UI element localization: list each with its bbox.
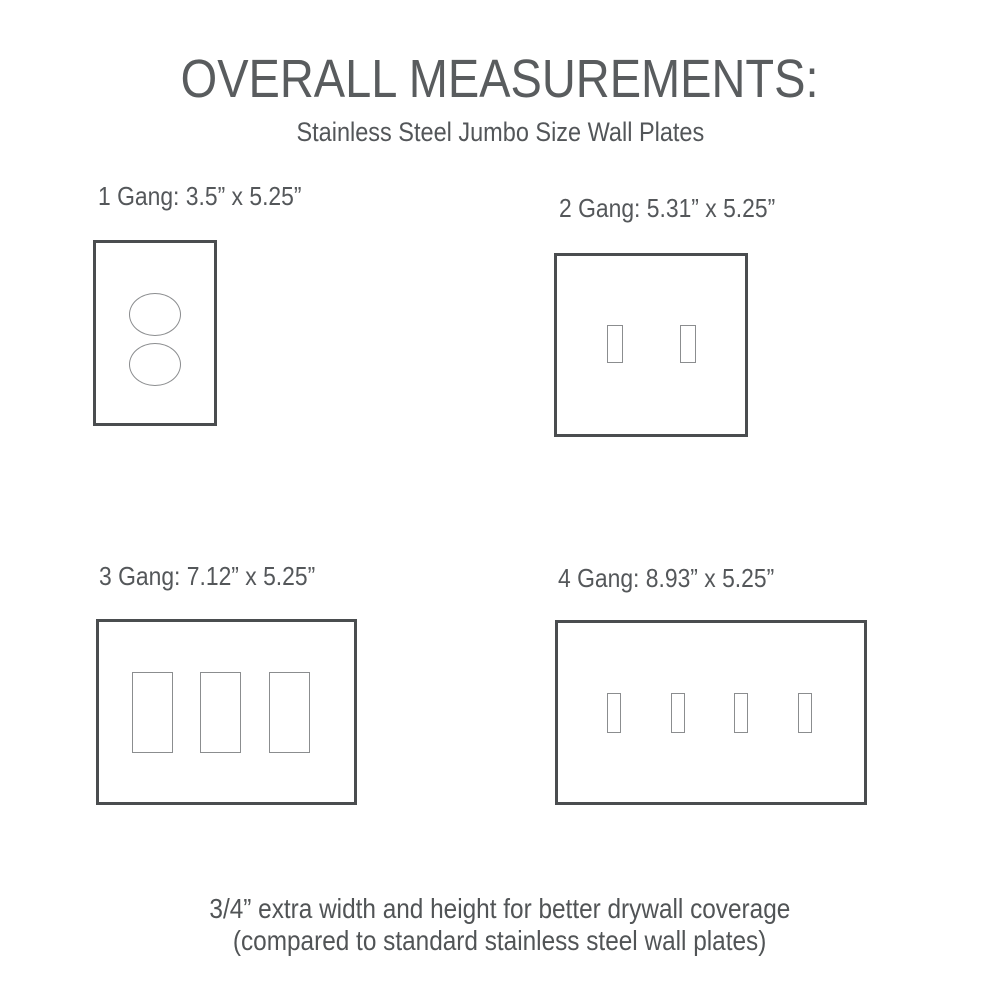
label-1-gang: 1 Gang: 3.5” x 5.25” [98,181,302,211]
toggle-switch-opening [798,693,812,733]
label-2-gang: 2 Gang: 5.31” x 5.25” [559,193,776,223]
page-title-text: OVERALL MEASUREMENTS: [181,49,819,109]
rocker-opening [200,672,241,753]
page-subtitle [0,119,1000,146]
footer-note-line-2 [0,927,1000,955]
toggle-switch-opening [671,693,685,733]
rocker-opening [269,672,310,753]
toggle-switch-opening [734,693,748,733]
page-title [0,49,1000,109]
label-4-gang: 4 Gang: 8.93” x 5.25” [558,563,775,593]
wall-plate-4-gang [555,620,867,805]
wall-plate-3-gang [96,619,357,805]
toggle-switch-opening [680,325,696,363]
wall-plate-2-gang [554,253,748,437]
footer-note-line-1 [0,895,1000,923]
duplex-outlet-opening [129,343,181,386]
footer-note-line-2-text: (compared to standard stainless steel wall plates) [233,925,767,956]
toggle-switch-opening [607,693,621,733]
label-3-gang: 3 Gang: 7.12” x 5.25” [99,561,316,591]
wall-plate-1-gang [93,240,217,426]
toggle-switch-opening [607,325,623,363]
footer-note-line-1-text: 3/4” extra width and height for better drywall coverage [209,893,791,924]
duplex-outlet-opening [129,293,181,336]
page-subtitle-text: Stainless Steel Jumbo Size Wall Plates [296,117,704,147]
rocker-opening [132,672,173,753]
